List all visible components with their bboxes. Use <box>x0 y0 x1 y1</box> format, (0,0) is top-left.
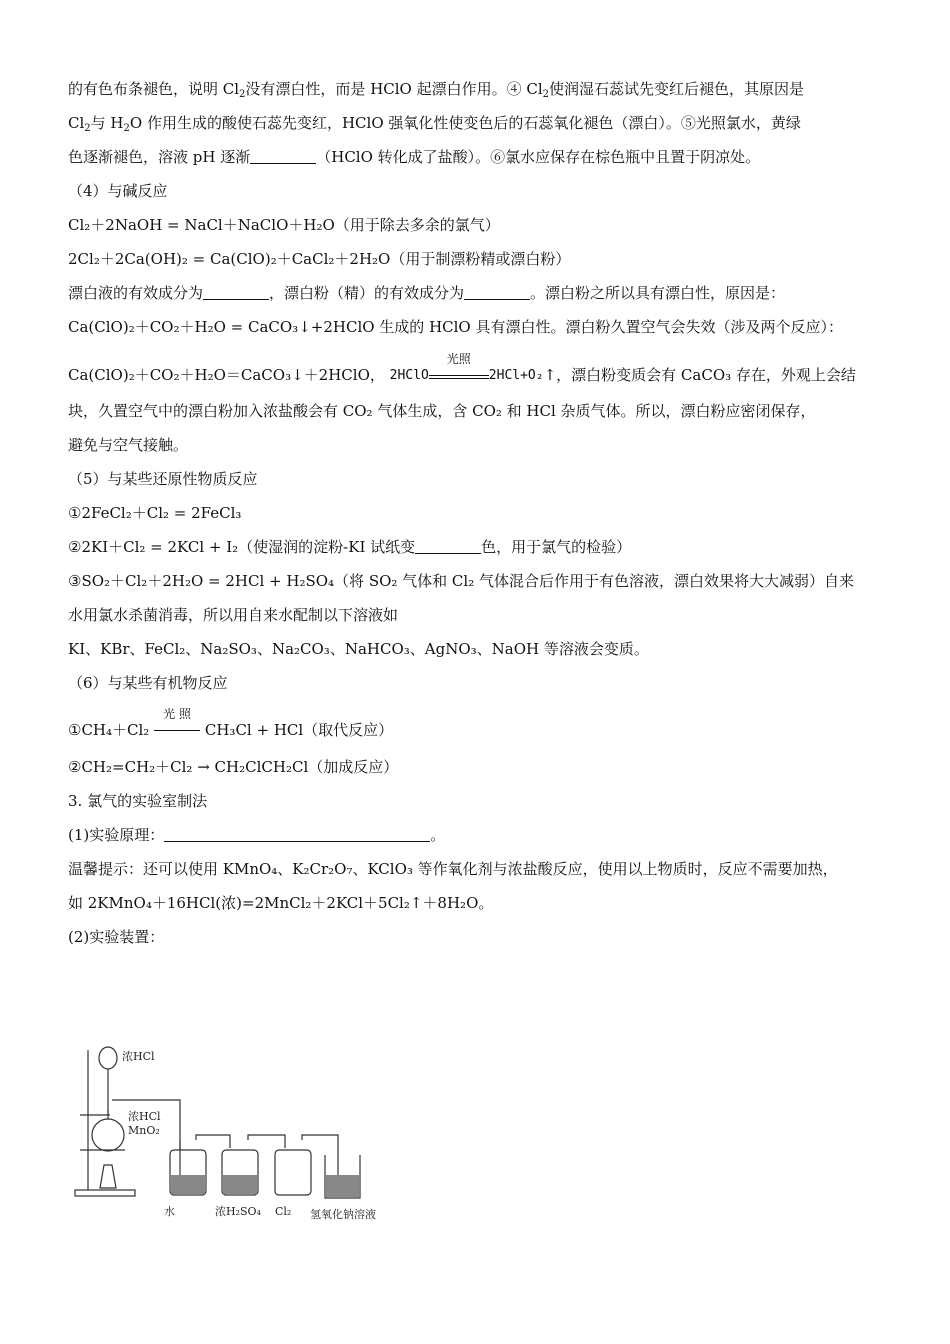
text-span: ②2KI＋Cl₂ = 2KCl + I₂（使湿润的淀粉-KI 试纸变 <box>68 538 416 556</box>
condition-label: 光 照 <box>163 707 191 721</box>
equation-line: Ca(ClO)₂＋CO₂＋H₂O = CaCO₃↓+2HClO 生成的 HClO 具有漂白性。漂白粉久置空气会失效（涉及两个反应）： <box>68 318 843 336</box>
label-water: 水 <box>164 1205 175 1218</box>
text-span: 使润湿石蕊试先变红后褪色，其原因是 <box>549 80 805 98</box>
stand-base <box>75 1190 135 1196</box>
text-span: 与 H <box>90 114 124 132</box>
photolysis-equation <box>390 345 544 407</box>
text-span: 2HCl+O₂ <box>488 368 544 383</box>
text-line: KI、KBr、FeCl₂、Na₂SO₃、Na₂CO₃、NaHCO₃、AgNO₃、NaOH 等溶液会变质。 <box>68 640 649 658</box>
document-page <box>68 72 890 954</box>
text-span: Ca(ClO)₂＋CO₂＋H₂O＝CaCO₃↓＋2HClO， <box>68 366 385 384</box>
answer-blank[interactable] <box>415 537 481 555</box>
text-line: 块，久置空气中的漂白粉加入浓盐酸会有 CO₂ 气体生成，含 CO₂ 和 HCl 杂质气体。所以，漂白粉应密闭保存， <box>68 402 816 420</box>
text-span: ↑，漂白粉变质会有 CaCO₃ 存在，外观上会结 <box>543 366 856 384</box>
text-line <box>68 276 890 310</box>
text-line: 温馨提示：还可以使用 KMnO₄、K₂Cr₂O₇、KClO₃ 等作氧化剂与浓盐酸反应，使用以上物质时，反应不需要加热， <box>68 860 838 878</box>
text-span: ①CH₄＋Cl₂ <box>68 721 150 739</box>
equation-line <box>68 530 890 564</box>
burner <box>100 1165 116 1188</box>
text-line: 的有色布条褪色，说明 $Cl_2$没有漂白性，而是 HClO 起漂白作用。④ $Cl_2$使润湿石蕊试先变红后褪色，其原因是 <box>68 80 805 100</box>
label-h2so4: 浓H₂SO₄ <box>215 1205 261 1218</box>
text-line <box>68 140 890 174</box>
text-line <box>68 818 890 852</box>
text-span: 。 <box>430 826 446 844</box>
section-heading: （6）与某些有机物反应 <box>68 674 228 692</box>
equation-line: 2Cl₂＋2Ca(OH)₂ = Ca(ClO)₂＋CaCl₂＋2H₂O（用于制漂粉精或漂白粉） <box>68 250 571 268</box>
label-naoh: 氢氧化钠溶液 <box>310 1208 376 1221</box>
round-flask <box>92 1119 124 1151</box>
label-cl2: Cl₂ <box>275 1205 292 1218</box>
text-span: CH₃Cl + HCl（取代反应） <box>204 721 394 739</box>
text-span: 。漂白粉之所以具有漂白性，原因是： <box>530 284 786 302</box>
text-span: 的有色布条褪色，说明 Cl <box>68 80 240 98</box>
text-span: 2HClO <box>389 368 429 383</box>
text-span: O 作用生成的酸使石蕊先变红，HClO 强氧化性使变色后的石蕊氧化褪色（漂白）。⑤光照氯水，黄绿 <box>129 114 801 132</box>
equation-line: ③SO₂＋Cl₂＋2H₂O = 2HCl + H₂SO₄（将 SO₂ 气体和 Cl₂ 气体混合后作用于有色溶液，漂白效果将大大减弱）自来 <box>68 572 854 590</box>
text-span: Cl <box>68 114 85 132</box>
bottle-cl2 <box>275 1150 311 1195</box>
section-heading: （4）与碱反应 <box>68 182 168 200</box>
answer-blank[interactable] <box>203 283 269 301</box>
label-flask-mno2: MnO₂ <box>128 1124 160 1137</box>
equation-line: 如 2KMnO₄＋16HCl(浓)=2MnCl₂＋2KCl＋5Cl₂↑＋8H₂O。 <box>68 894 494 912</box>
answer-blank[interactable] <box>250 147 316 165</box>
condition-label: 光照 <box>446 351 471 366</box>
text-line: $Cl_2$与 $H_2O$ 作用生成的酸使石蕊先变红，HClO 强氧化性使变色后的石蕊氧化褪色（漂白）。⑤光照氯水，黄绿 <box>68 114 801 134</box>
section-heading: 3. 氯气的实验室制法 <box>68 792 208 810</box>
text-span: 色逐渐褪色，溶液 pH 逐渐 <box>68 148 251 166</box>
equation-line: ②CH₂=CH₂＋Cl₂ → CH₂ClCH₂Cl（加成反应） <box>68 758 399 776</box>
text-line: 水用氯水杀菌消毒，所以用自来水配制以下溶液如 <box>68 606 399 624</box>
equation-line <box>68 700 890 750</box>
text-span: ，漂白粉（精）的有效成分为 <box>269 284 465 302</box>
text-span: （HClO 转化成了盐酸）。⑥氯水应保存在棕色瓶中且置于阴凉处。 <box>316 148 761 166</box>
label-flask-hcl: 浓HCl <box>128 1110 161 1123</box>
text-span: 漂白液的有效成分为 <box>68 284 204 302</box>
apparatus-figure <box>70 1040 390 1225</box>
answer-blank[interactable] <box>464 283 530 301</box>
text-span: 色，用于氯气的检验） <box>481 538 632 556</box>
text-span: (1)实验原理： <box>68 826 165 844</box>
condition-arrow <box>429 351 489 386</box>
text-line: (2)实验装置： <box>68 928 165 946</box>
text-line <box>68 344 890 394</box>
equation-line: Cl₂＋2NaOH = NaCl＋NaClO＋H₂O（用于除去多余的氯气） <box>68 216 500 234</box>
section-heading: （5）与某些还原性物质反应 <box>68 470 258 488</box>
text-span: 没有漂白性，而是 HClO 起漂白作用。④ Cl <box>245 80 543 98</box>
text-line: 避免与空气接触。 <box>68 436 189 454</box>
condition-arrow <box>154 707 200 741</box>
separatory-funnel <box>99 1047 117 1069</box>
answer-blank[interactable] <box>164 825 430 843</box>
equation-line: ①2FeCl₂＋Cl₂ = 2FeCl₃ <box>68 504 242 522</box>
label-hcl: 浓HCl <box>122 1050 155 1063</box>
